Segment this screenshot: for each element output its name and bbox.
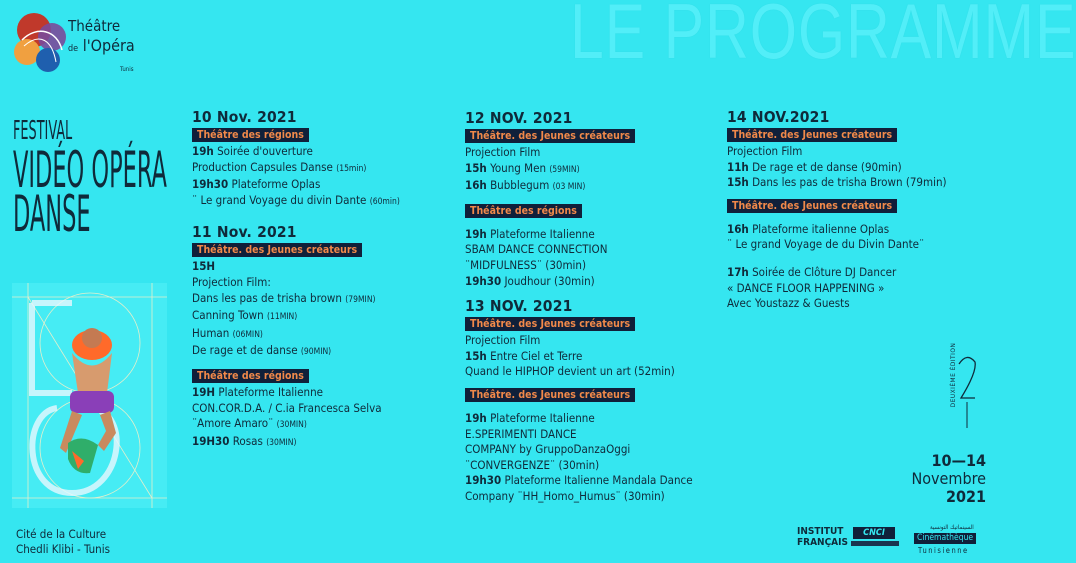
event-duration: (03 MIN) [552, 182, 586, 193]
logo-subtitle [68, 36, 135, 55]
program-line [727, 175, 947, 191]
event-text: ¨ Le grand Voyage de du Divin Dante¨ [727, 237, 925, 252]
day-heading: 13 NOV. 2021 [465, 297, 573, 316]
event-time: 19H [192, 384, 216, 399]
event-text: Company ¨HH_Homo_Humus¨ (30min) [465, 488, 665, 503]
event-text: Projection Film [727, 144, 803, 158]
date-year: 2021 [945, 487, 986, 506]
program-line [192, 177, 400, 193]
program-line [192, 308, 400, 326]
event-time: 19h30 [192, 177, 229, 192]
day-heading: 10 Nov. 2021 [192, 108, 297, 126]
event-duration: (06MIN) [232, 329, 263, 340]
cinematheque-logo: Cinémathèque [914, 533, 976, 544]
program-line [465, 161, 693, 179]
event-duration: (90MIN) [300, 347, 332, 358]
event-time: 16h [727, 221, 749, 236]
event-text: Joudhour (30min) [504, 273, 595, 288]
event-text: Canning Town [192, 308, 264, 323]
day-heading: 11 Nov. 2021 [192, 223, 297, 242]
festival-name [13, 141, 167, 243]
program-line [727, 222, 947, 238]
festival-name-line-2: DANSE [13, 185, 91, 243]
event-text: SBAM DANCE CONNECTION [465, 242, 608, 257]
event-duration: (15min) [336, 163, 367, 174]
event-duration: (30MIN) [266, 437, 297, 448]
event-duration: (79MIN) [345, 294, 376, 305]
institut-line-1: INSTITUT [797, 526, 844, 537]
event-time: 19h [465, 226, 487, 241]
venue-tag: Théâtre. des Jeunes créateurs [465, 388, 635, 402]
venue-address [16, 527, 110, 557]
program-line [192, 385, 400, 401]
event-text: Bubblegum [490, 178, 550, 193]
event-text: Soirée de Clôture DJ Dancer [752, 264, 897, 279]
date-month: Novembre [911, 469, 986, 488]
venue-tag: Théâtre. des Jeunes créateurs [192, 243, 362, 257]
program-line [192, 416, 400, 434]
venue-tag: Théâtre des régions [192, 369, 309, 383]
event-time: 19H30 [192, 433, 230, 448]
event-time: 15h [727, 175, 749, 190]
event-text: CON.COR.D.A. / C.ia Francesca Selva [192, 400, 382, 415]
event-text: Plateforme Italienne Mandala Dance [504, 473, 693, 488]
venue-tag: Théâtre. des Jeunes créateurs [465, 129, 635, 143]
event-text: Dans les pas de trisha Brown (79min) [752, 175, 947, 190]
logo-title: Théâtre [68, 17, 121, 35]
festival-dates [911, 452, 986, 506]
program-line [192, 144, 400, 160]
event-time: 15H [192, 259, 216, 274]
event-text: Projection Film [465, 333, 541, 348]
program-line [727, 160, 947, 176]
event-time: 15h [465, 348, 487, 363]
program-line [192, 343, 400, 361]
program-line [192, 291, 400, 309]
festival-label: FESTIVAL [13, 116, 73, 146]
event-text: ¨Amore Amaro¨ [192, 416, 274, 431]
dancer-artwork-image [12, 283, 167, 508]
event-time: 19h [192, 144, 214, 158]
event-text: Plateforme italienne Oplas [752, 221, 890, 236]
event-text: Avec Youstazz & Guests [727, 296, 850, 311]
program-line [465, 411, 693, 427]
program-line [465, 473, 693, 489]
event-duration: (60min) [369, 196, 400, 207]
event-time: 15h [465, 160, 487, 175]
event-time: 19h30 [465, 273, 502, 288]
event-duration: (30MIN) [276, 420, 307, 431]
cnci-logo: CNCI [853, 527, 895, 539]
venue-tag: Théâtre des régions [192, 128, 309, 142]
event-text: ¨CONVERGENZE¨ (30min) [465, 457, 600, 472]
event-text: Projection Film: [192, 274, 271, 289]
event-text: De rage et de danse (90min) [752, 159, 902, 174]
venue-line-2: Chedli Klibi - Tunis [16, 542, 110, 556]
program-line [465, 227, 693, 243]
logo-prefix: de [68, 44, 79, 54]
event-time: 19h [465, 410, 487, 425]
program-line [465, 178, 693, 196]
event-text: Plateforme Italienne [218, 384, 324, 399]
event-text: Quand le HIPHOP devient un art (52min) [465, 364, 675, 379]
event-duration: (59MIN) [549, 164, 580, 175]
program-line [192, 326, 400, 344]
logo-city: Tunis [120, 66, 134, 73]
schedule-column-1 [192, 107, 400, 451]
event-text: Entre Ciel et Terre [490, 348, 583, 363]
event-text: Rosas [232, 433, 263, 448]
programme-title: LE PROGRAMME [570, 0, 1076, 75]
venue-tag: Théâtre. des Jeunes créateurs [465, 317, 635, 331]
schedule-column-3 [727, 107, 947, 312]
event-text: De rage et de danse [192, 343, 298, 358]
program-line [192, 160, 400, 178]
program-line [465, 274, 693, 290]
event-time: 11h [727, 159, 749, 174]
event-duration: (11MIN) [266, 312, 298, 323]
program-line [192, 434, 400, 452]
event-text: Plateforme Italienne [490, 226, 595, 241]
edition-number-icon [955, 350, 979, 430]
date-range: 10—14 [931, 451, 986, 470]
schedule-column-2 [465, 108, 693, 505]
event-text: ¨ Le grand Voyage du divin Dante [192, 192, 367, 207]
event-time: 16h [465, 178, 487, 193]
event-text: COMPANY by GruppoDanzaOggi [465, 442, 631, 457]
logo-name: l'Opéra [82, 36, 135, 55]
event-text: Plateforme Italienne [490, 410, 595, 425]
day-heading: 12 NOV. 2021 [465, 109, 573, 127]
cinematheque-arabic-label: السينماتيك التونسية [930, 524, 974, 531]
event-text: Projection Film [465, 145, 541, 159]
venue-tag: Théâtre. des Jeunes créateurs [727, 199, 897, 213]
program-line [465, 349, 693, 365]
event-text: Plateforme Oplas [231, 177, 321, 192]
venue-line-1: Cité de la Culture [16, 527, 107, 541]
event-text: Production Capsules Danse [192, 159, 333, 174]
event-text: « DANCE FLOOR HAPPENING » [727, 280, 885, 295]
cnci-logo-bar [851, 541, 899, 546]
event-text: ¨MIDFULNESS¨ (30min) [465, 257, 587, 272]
day-heading: 14 NOV.2021 [727, 108, 830, 126]
venue-tag: Théâtre. des Jeunes créateurs [727, 128, 897, 142]
event-text: Human [192, 325, 230, 340]
event-text: Young Men [490, 160, 547, 175]
venue-tag: Théâtre des régions [465, 204, 582, 218]
edition-label: DEUXIÈME ÉDITION [949, 342, 957, 408]
program-line [727, 265, 947, 281]
event-time: 19h30 [465, 473, 502, 488]
institut-line-2: FRANÇAIS [797, 537, 848, 548]
event-text: Soirée d'ouverture [217, 144, 313, 158]
cinematheque-tunisienne-label: Tunisienne [918, 546, 969, 555]
program-line [192, 193, 400, 211]
event-text: E.SPERIMENTI DANCE [465, 426, 577, 441]
event-text: Dans les pas de trisha brown [192, 290, 342, 305]
institut-francais-logo [797, 526, 848, 548]
festival-name-line-1: VIDÉO OPÉRA [13, 141, 167, 199]
event-time: 17h [727, 264, 749, 279]
